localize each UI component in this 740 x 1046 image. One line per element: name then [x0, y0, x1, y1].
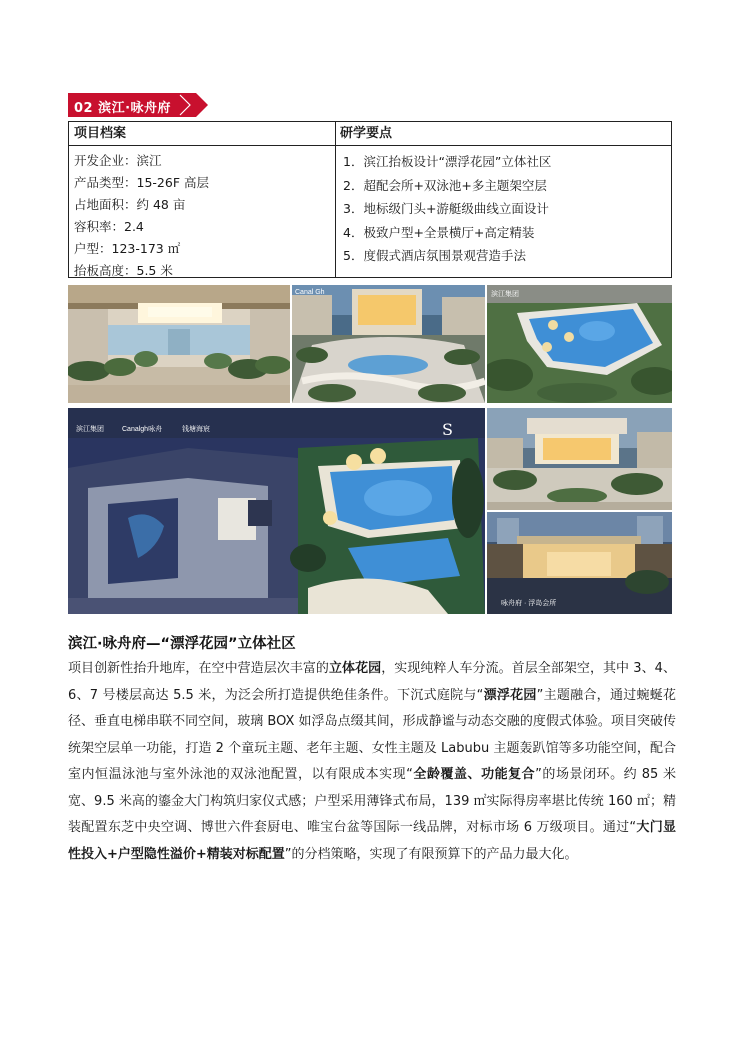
profile-item-unit-size: 户型：123-173 ㎡	[74, 241, 181, 256]
photo-evening-entrance	[487, 512, 672, 614]
profile-item-product-type: 产品类型：15-26F 高层	[74, 175, 209, 190]
emphasis-text: 大门显性投入+户型隐性溢价+精装对标配置	[68, 820, 676, 862]
paragraph-text: ，实现纯粹人车分流。首层全部架空，其中 3、4、6、7 号楼层高达 5.5 米，为泛会所打造提供绝佳条件。下沉式庭院与“	[68, 661, 676, 703]
aerial-brand-haichen: 钱塘海宸	[182, 426, 210, 433]
paragraph-text: ”的分档策略，实现了有限预算下的产品力最大化。	[284, 846, 578, 862]
emphasis-text: 全龄覆盖、功能复合	[412, 767, 536, 782]
photo-caption: 咏舟府 · 浮岛会所	[501, 600, 557, 607]
paragraph-text: ”的场景闭环。约 85 米宽、9.5 米高的鎏金大门构筑归家仪式感；户型采用薄锋式布局，139 ㎡实际得房率堪比传统 160 ㎡；精装配置东芝中央空调、博世六件套厨电、唯宝台盆等国际一线品牌，对标市场 6 万级项目。通过“	[68, 767, 676, 835]
paragraph-text: 项目创新性抬升地库，在空中营造层次丰富的	[68, 661, 329, 676]
photo-entrance-gate	[68, 285, 290, 403]
profile-item-plot-ratio: 容积率：2.4	[74, 219, 144, 234]
emphasis-text: 立体花园	[328, 661, 382, 676]
section-tag	[68, 93, 208, 117]
study-point-item: 4．极致户型+全景横厅+高定精装	[343, 224, 535, 240]
photo-brand-mark: 滨江集团	[491, 291, 519, 298]
profile-item-developer: 开发企业：滨江	[74, 153, 162, 168]
photo-brand-mark: Canal Gh	[295, 289, 325, 296]
photo-clubhouse-facade	[487, 408, 672, 510]
photo-terraced-garden	[292, 285, 485, 403]
article-paragraph	[68, 656, 676, 868]
study-point-item: 3．地标级门头+游艇级曲线立面设计	[343, 201, 549, 216]
section-tag-label: 02 滨江·咏舟府	[74, 101, 172, 116]
study-points-header: 研学要点	[335, 122, 671, 146]
article-title: 滨江·咏舟府—“漂浮花园”立体社区	[68, 636, 296, 652]
study-points-column	[335, 122, 671, 277]
study-points-list	[335, 146, 671, 268]
project-profile-column	[69, 122, 336, 277]
project-info-table	[68, 121, 672, 278]
project-profile-list	[69, 146, 335, 282]
study-point-item: 5．度假式酒店氛围景观营造手法	[343, 248, 526, 263]
study-point-item: 1．滨江抬板设计“漂浮花园”立体社区	[343, 154, 552, 169]
aerial-brand-binjiang: 滨江集团	[76, 426, 104, 433]
study-point-item: 2．超配会所+双泳池+多主题架空层	[343, 177, 547, 193]
profile-item-podium-height: 抬板高度：5.5 米	[74, 263, 173, 278]
paragraph-text: ”主题融合，通过蜿蜒花径、垂直电梯串联不同空间，玻璃 BOX 如浮岛点缀其间，形成静谧与动态交融的度假式体验。项目突破传统架空层单一功能，打造 2 个童玩主题、老年主题、女性主题及 Labubu 主题轰趴馆等多功能空间，配合室内恒温泳池与室外泳池的双泳池配置，以有限成本实现“	[68, 687, 676, 782]
aerial-brand-canalgh: Canalgh咏舟	[122, 426, 163, 433]
project-profile-header: 项目档案	[69, 122, 335, 146]
photo-night-aerial	[68, 408, 485, 614]
profile-item-land-area: 占地面积：约 48 亩	[74, 197, 186, 212]
photo-pool-aerial	[487, 285, 672, 403]
aerial-logo-s-icon: S	[442, 420, 453, 439]
emphasis-text: 漂浮花园	[483, 687, 537, 703]
